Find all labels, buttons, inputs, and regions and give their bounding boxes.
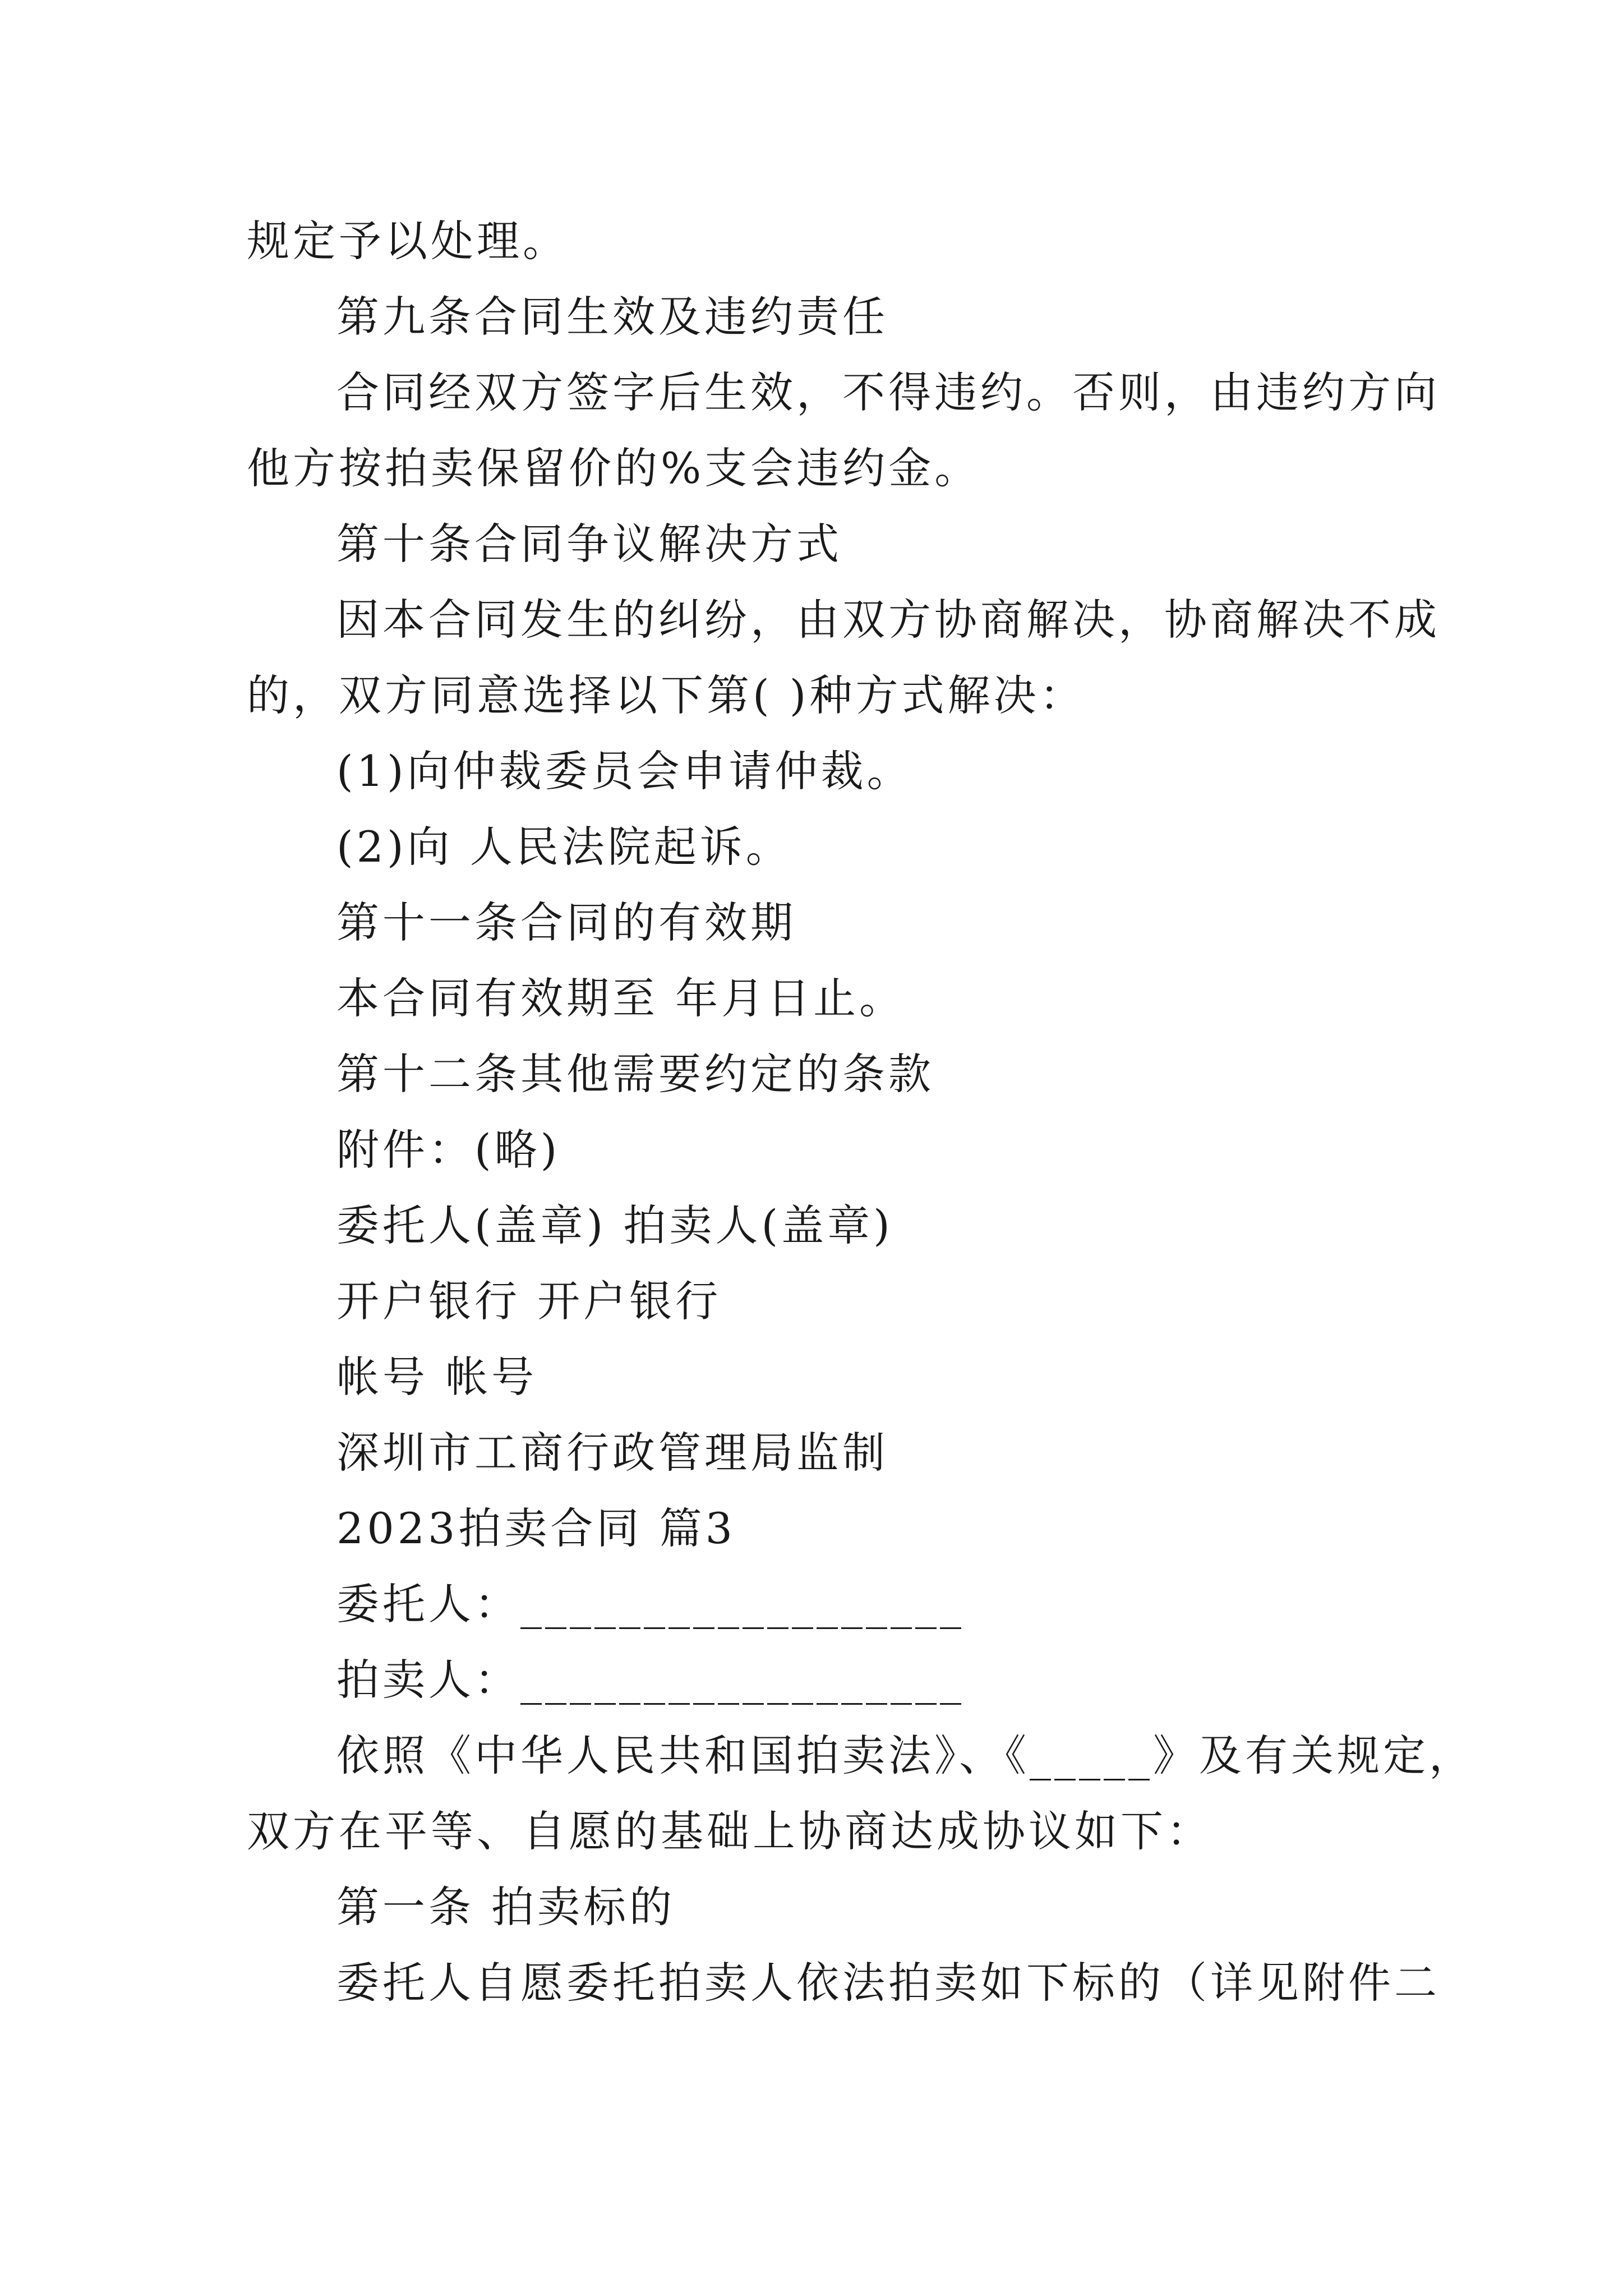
auctioneer-field: 拍卖人：__________________ <box>336 1655 965 1705</box>
attachment-line: 附件：(略) <box>336 1125 561 1175</box>
account-line: 帐号 帐号 <box>336 1352 538 1402</box>
article-heading-1: 第一条 拍卖标的 <box>336 1882 676 1932</box>
text-line-24: 委托人自愿委托拍卖人依法拍卖如下标的（详见附件二 <box>336 1958 1440 2008</box>
text-line-3: 合同经双方签字后生效，不得违约。否则，由违约方向 <box>336 367 1440 417</box>
section-heading-10: 第十条合同争议解决方式 <box>336 519 842 569</box>
seal-line: 委托人(盖章) 拍卖人(盖章) <box>336 1200 893 1250</box>
section-heading-11: 第十一条合同的有效期 <box>336 898 796 947</box>
section-heading-9: 第九条合同生效及违约责任 <box>336 292 888 342</box>
text-line-7: 的，双方同意选择以下第( )种方式解决： <box>247 670 1086 720</box>
option-1: (1)向仲裁委员会申请仲裁。 <box>336 746 913 796</box>
section-heading-12: 第十二条其他需要约定的条款 <box>336 1049 934 1099</box>
text-line-6: 因本合同发生的纠纷，由双方协商解决，协商解决不成 <box>336 595 1440 645</box>
text-line-1: 规定予以处理。 <box>247 216 569 266</box>
bank-line: 开户银行 开户银行 <box>336 1276 722 1326</box>
principal-field: 委托人：__________________ <box>336 1579 965 1629</box>
text-line-4: 他方按拍卖保留价的%支会违约金。 <box>247 443 981 493</box>
contract-title: 2023拍卖合同 篇3 <box>336 1503 736 1553</box>
supervisor-line: 深圳市工商行政管理局监制 <box>336 1428 888 1478</box>
option-2: (2)向 人民法院起诉。 <box>336 822 792 872</box>
text-line-22: 双方在平等、自愿的基础上协商达成协议如下： <box>247 1806 1212 1856</box>
text-line-11: 本合同有效期至 年月日止。 <box>336 973 906 1023</box>
text-line-21: 依照《中华人民共和国拍卖法》、《_____》及有关规定， <box>336 1731 1475 1780</box>
